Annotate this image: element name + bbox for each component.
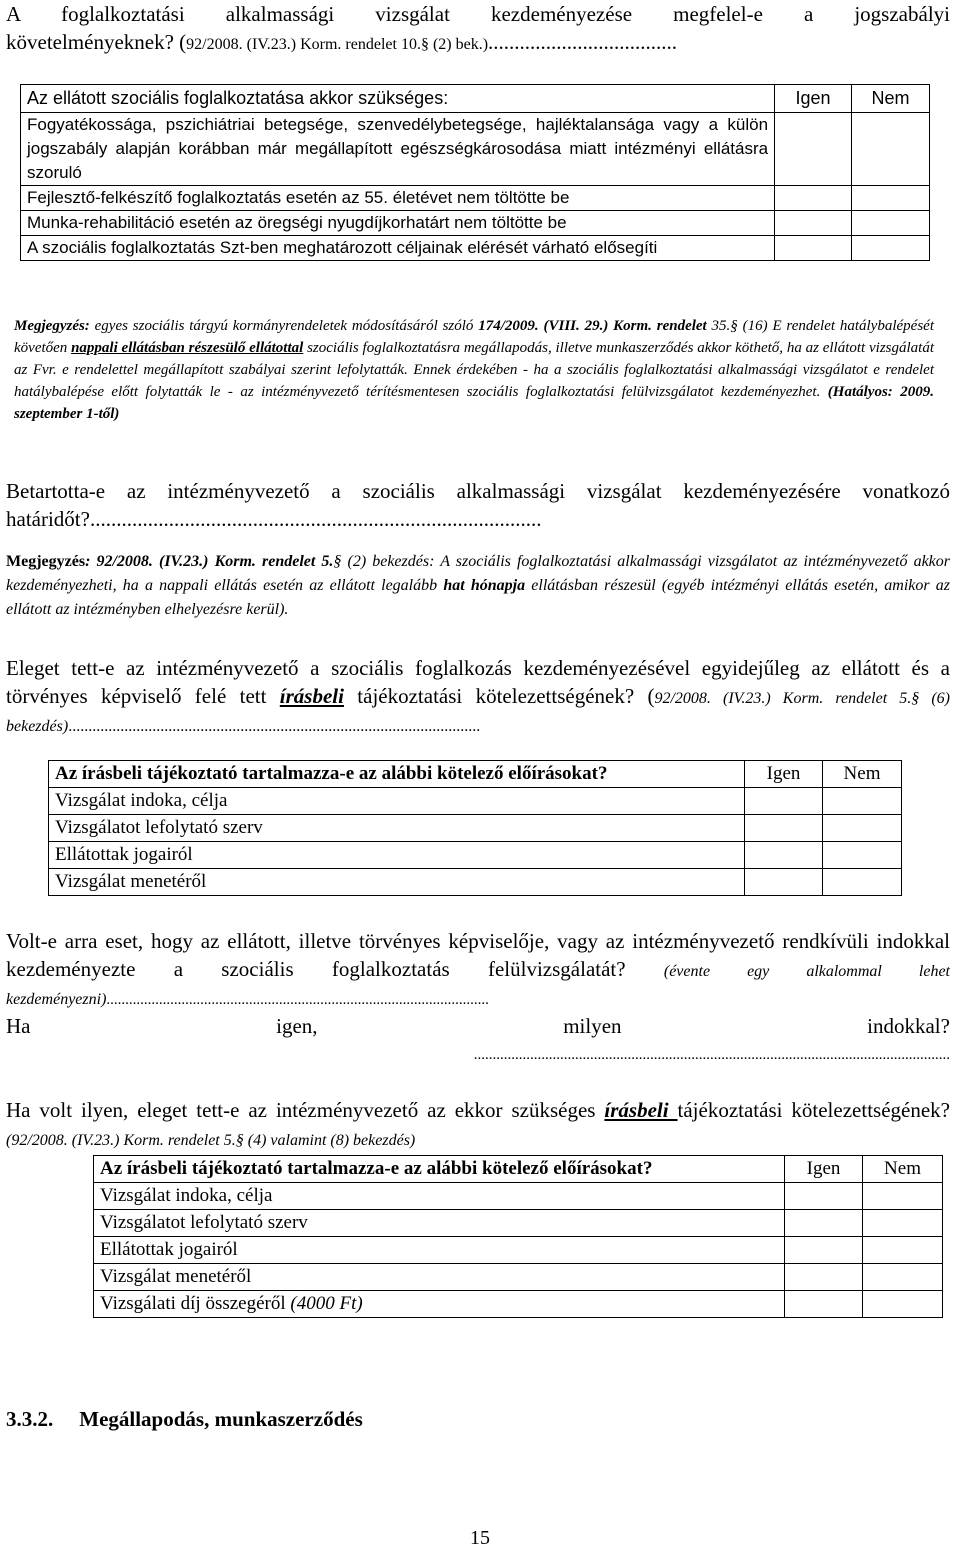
table3-row-1-yes-cell[interactable] xyxy=(785,1183,863,1210)
table3-row-3-no-cell[interactable] xyxy=(863,1237,943,1264)
intro-text: követelményeknek? ( xyxy=(6,30,187,54)
table2-row-1-no-cell[interactable] xyxy=(823,788,902,815)
note-1-text xyxy=(14,315,934,425)
q5-answer-dots: ............................................................................................................................... xyxy=(473,1047,950,1063)
table3-fee: (4000 Ft) xyxy=(290,1293,363,1314)
question-deadline-text xyxy=(6,477,950,533)
table2-row-4-yes-cell[interactable] xyxy=(745,869,823,896)
note-2-reference: : 92/2008. (IV.23.) Korm. rendelet 5. xyxy=(85,553,334,570)
table1-row-1-no-cell[interactable] xyxy=(852,113,930,186)
question-deadline-dots: ...................................................................................... xyxy=(89,507,542,531)
q6-part-1: Ha volt ilyen, eleget tett-e az intézményvezető az ekkor szükséges xyxy=(6,1098,605,1122)
table2-row-2-yes-cell[interactable] xyxy=(745,815,823,842)
table2-row-4: Vizsgálat menetéről xyxy=(49,869,745,896)
q3-part-2: tájékoztatási kötelezettségének? ( xyxy=(343,684,655,708)
table1-row-3-no-cell[interactable] xyxy=(852,211,930,236)
table1-row-4: A szociális foglalkoztatás Szt-ben meghatározott céljainak elérését várható elősegíti xyxy=(21,236,775,261)
table3-row-4-yes-cell[interactable] xyxy=(785,1264,863,1291)
table3-row-3-yes-cell[interactable] xyxy=(785,1237,863,1264)
table1-row-3: Munka-rehabilitáció esetén az öregségi nyugdíjkorhatárt nem töltötte be xyxy=(21,211,775,236)
note-2-emphasis: hat hónapja xyxy=(443,577,526,594)
table3-no-header: Nem xyxy=(863,1156,943,1183)
note-2-label: Megjegyzés xyxy=(6,553,86,570)
q5-word-1: Ha xyxy=(6,1014,31,1038)
table2-no-header: Nem xyxy=(823,761,902,788)
table1-row-2-yes-cell[interactable] xyxy=(775,186,852,211)
section-heading xyxy=(6,1407,363,1432)
question-written-notice-text xyxy=(6,654,950,741)
question-written-notice xyxy=(6,654,950,741)
table3-yes-header: Igen xyxy=(785,1156,863,1183)
table1-row-4-yes-cell[interactable] xyxy=(775,236,852,261)
table2-row-2-no-cell[interactable] xyxy=(823,815,902,842)
q3-dots: ....................................................................................................... xyxy=(68,718,481,735)
table3-row-5-no-cell[interactable] xyxy=(863,1291,943,1318)
note-1-part-2: 35.§ (16) E rendelet hatálybalépését követően xyxy=(14,318,934,356)
table2-row-1-yes-cell[interactable] xyxy=(745,788,823,815)
question-deadline xyxy=(6,477,950,533)
section-title: Megállapodás, munkaszerződés xyxy=(79,1407,363,1431)
table2-row-3-yes-cell[interactable] xyxy=(745,842,823,869)
question-deadline-label: Betartotta-e az intézményvezető a szociális alkalmassági vizsgálat kezdeményezésére vonatkozó határidőt? xyxy=(6,479,950,531)
question-review-text xyxy=(6,927,950,1014)
section-number: 3.3.2. xyxy=(6,1407,54,1431)
q6-reference: (92/2008. (IV.23.) Korm. rendelet 5.§ (4) valamint (8) bekezdés) xyxy=(6,1132,416,1149)
table1-row-2: Fejlesztő-felkészítő foglalkoztatás esetén az 55. életévet nem töltötte be xyxy=(21,186,775,211)
note-2-part-2: ellátásban részesül (egyéb intézményi ellátás esetén, amikor az ellátott az intézményben elhelyezésre kerül). xyxy=(6,577,951,618)
intro-line-1: A foglalkoztatási alkalmassági vizsgálat kezdeményezése megfelel-e a jogszabályi xyxy=(6,2,950,26)
q6-part-2: tájékoztatási kötelezettségének? xyxy=(677,1098,950,1122)
table2-row-2: Vizsgálatot lefolytató szerv xyxy=(49,815,745,842)
q5-word-3: milyen xyxy=(563,1014,622,1038)
table3-row-1-no-cell[interactable] xyxy=(863,1183,943,1210)
table1-yes-header: Igen xyxy=(775,85,852,113)
note-2-part-1: § (2) bekezdés: A szociális foglalkoztatási alkalmassági vizsgálatot az intézményvezető akkor kezdeményezheti, ha a nappali ellátás esetén az ellátott legalább xyxy=(6,553,950,594)
table2-header: Az írásbeli tájékoztató tartalmazza-e az alábbi kötelező előírásokat? xyxy=(49,761,745,788)
note-1-label: Megjegyzés: xyxy=(14,318,90,334)
table3-row-3: Ellátottak jogairól xyxy=(94,1237,785,1264)
table1-row-3-yes-cell[interactable] xyxy=(775,211,852,236)
q6-underlined: írásbeli xyxy=(604,1098,678,1122)
table2-row-4-no-cell[interactable] xyxy=(823,869,902,896)
intro-question xyxy=(6,0,950,56)
table3-row-4-no-cell[interactable] xyxy=(863,1264,943,1291)
question-reasons xyxy=(6,1012,950,1070)
table3-row-5-yes-cell[interactable] xyxy=(785,1291,863,1318)
question-review xyxy=(6,927,950,1014)
q3-underlined: írásbeli xyxy=(279,684,344,708)
note-1-decree: 174/2009. (VIII. 29.) Korm. rendelet xyxy=(478,318,707,334)
table3-row-1: Vizsgálat indoka, célja xyxy=(94,1183,785,1210)
question-written-notice-2-text xyxy=(6,1096,950,1152)
page-number: 15 xyxy=(470,1527,490,1549)
table3-row-5 xyxy=(94,1291,785,1318)
note-1-effective-date: (Hatályos: 2009. szeptember 1-től) xyxy=(14,384,934,422)
intro-dots: .................................... xyxy=(488,30,678,54)
table2-row-1: Vizsgálat indoka, célja xyxy=(49,788,745,815)
q4-text: Volt-e arra eset, hogy az ellátott, illetve törvényes képviselője, vagy az intézményvezető rendkívüli indokkal kezdeményezte a szociális foglalkoztatás felülvizsgálatát? xyxy=(6,929,950,981)
note-1 xyxy=(14,300,934,440)
table2-yes-header: Igen xyxy=(745,761,823,788)
table3-header: Az írásbeli tájékoztató tartalmazza-e az alábbi kötelező előírásokat? xyxy=(94,1156,785,1183)
question-written-notice-2 xyxy=(6,1096,950,1152)
note-1-emphasis: nappali ellátásban részesülő ellátottal xyxy=(71,340,304,356)
note-2 xyxy=(6,534,950,638)
table1-row-2-no-cell[interactable] xyxy=(852,186,930,211)
note-1-part-3: szociális foglalkoztatásra megállapodás, illetve munkaszerződés akkor köthető, ha az ellátott vizsgálatát az Fvr. e rendelettel megállapított szabályai szerint lefolytatták. Ennek érdekében - ha a szociális foglalkoztatási alkalmassági vizsgálatot e rendelet hatálybalépése előtt folytatták le - az intézményvezető térítésmentesen szociális foglalkoztatási felülvizsgálatot kezdeményezhet. xyxy=(14,340,934,400)
q3-part-1: Eleget tett-e az intézményvezető a szociális foglalkozás kezdeményezésével egyidejűleg az ellátott és a törvényes képviselő felé tett xyxy=(6,656,950,708)
question-reasons-line xyxy=(6,1012,950,1040)
intro-reference: 92/2008. (IV.23.) Korm. rendelet 10.§ (2) bek.) xyxy=(186,36,489,53)
table1-row-4-no-cell[interactable] xyxy=(852,236,930,261)
q4-note: (évente egy alkalommal lehet kezdeményezni) xyxy=(6,963,950,1008)
q4-dots: ...................................................................................................... xyxy=(106,992,489,1008)
table3-row-2-yes-cell[interactable] xyxy=(785,1210,863,1237)
table3-row-5-label: Vizsgálati díj összegéről xyxy=(100,1293,291,1314)
table3-row-2-no-cell[interactable] xyxy=(863,1210,943,1237)
written-notice-fee-table xyxy=(93,1155,943,1318)
q5-word-4: indokkal? xyxy=(867,1014,950,1038)
table2-row-3: Ellátottak jogairól xyxy=(49,842,745,869)
written-notice-table xyxy=(48,760,902,896)
note-2-text xyxy=(6,550,950,622)
table2-row-3-no-cell[interactable] xyxy=(823,842,902,869)
note-1-part-1: egyes szociális tárgyú kormányrendeletek módosításáról szóló xyxy=(89,318,479,334)
table3-row-2: Vizsgálatot lefolytató szerv xyxy=(94,1210,785,1237)
table1-header: Az ellátott szociális foglalkoztatása akkor szükséges: xyxy=(21,85,775,113)
intro-line-2 xyxy=(6,28,950,56)
table1-row-1-yes-cell[interactable] xyxy=(775,113,852,186)
q3-reference: 92/2008. (IV.23.) Korm. rendelet 5.§ (6) bekezdés) xyxy=(6,690,950,735)
employment-need-table xyxy=(20,84,930,261)
q5-word-2: igen, xyxy=(276,1014,318,1038)
table3-row-4: Vizsgálat menetéről xyxy=(94,1264,785,1291)
table1-row-1: Fogyatékossága, pszichiátriai betegsége, szenvedélybetegsége, hajléktalansága vagy a külön jogszabály alapján korábban már megállapított egészségkárosodása miatt intézményi ellátásra szoruló xyxy=(21,113,775,186)
table1-no-header: Nem xyxy=(852,85,930,113)
